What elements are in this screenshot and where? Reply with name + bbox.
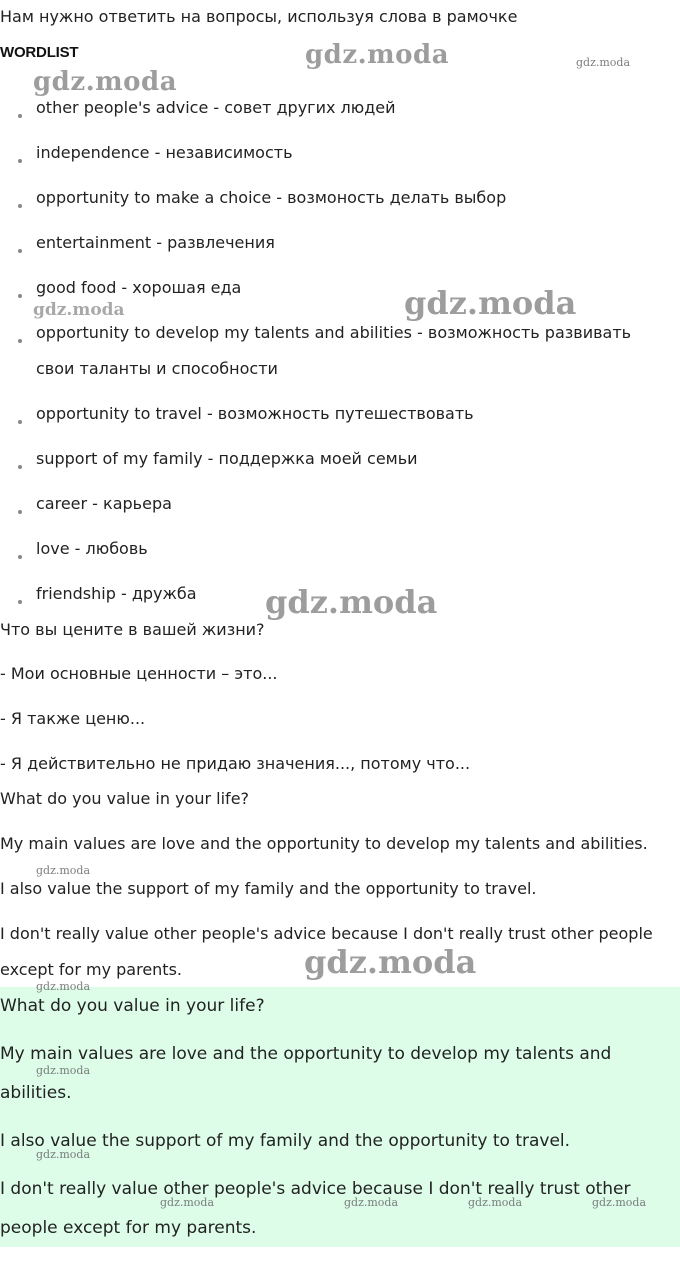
watermark: gdz.moda (304, 943, 477, 981)
bullet (18, 510, 22, 514)
bullet (18, 555, 22, 559)
wordlist-item: good food - хорошая еда (36, 278, 242, 297)
wordlist-item: opportunity to travel - возможность путешествовать (36, 404, 474, 423)
bullet (18, 114, 22, 118)
watermark: gdz.moda (33, 300, 125, 320)
watermark: gdz.moda (36, 1148, 91, 1161)
wordlist-item: opportunity to develop my talents and abilities - возможность развивать свои таланты и способности (36, 323, 632, 378)
answer-en-line: My main values are love and the opportunity to develop my talents and abilities. (0, 834, 648, 853)
wordlist-item: friendship - дружба (36, 584, 197, 603)
answer-box-line: I also value the support of my family and the opportunity to travel. (0, 1131, 571, 1151)
watermark: gdz.moda (36, 864, 91, 877)
wordlist-item: love - любовь (36, 539, 148, 558)
bullet (18, 465, 22, 469)
watermark: gdz.moda (592, 1196, 647, 1209)
watermark: gdz.moda (160, 1196, 215, 1209)
answer-box-line: I don't really value other people's advice because I don't really trust other people except for my parents. (0, 1179, 631, 1238)
watermark: gdz.moda (36, 980, 91, 993)
wordlist-item: independence - независимость (36, 143, 293, 162)
answer-en-title: What do you value in your life? (0, 789, 250, 808)
watermark: gdz.moda (33, 67, 178, 97)
bullet (18, 339, 22, 343)
answer-box-title: What do you value in your life? (0, 996, 265, 1016)
watermark: gdz.moda (468, 1196, 523, 1209)
watermark: gdz.moda (344, 1196, 399, 1209)
wordlist-item: career - карьера (36, 494, 172, 513)
wordlist-item: other people's advice - совет других людей (36, 98, 396, 117)
question-ru: Что вы цените в вашей жизни? (0, 620, 265, 639)
watermark: gdz.moda (576, 56, 631, 69)
watermark: gdz.moda (404, 284, 577, 322)
wordlist-item: support of my family - поддержка моей семьи (36, 449, 418, 468)
watermark: gdz.moda (305, 40, 450, 70)
bullet (18, 249, 22, 253)
answer-en-line: I don't really value other people's advice because I don't really trust other people except for my parents. (0, 924, 653, 979)
answer-ru-line: - Мои основные ценности – это... (0, 664, 278, 683)
bullet (18, 294, 22, 298)
watermark: gdz.moda (36, 1064, 91, 1077)
answer-ru-line: - Я действительно не придаю значения..., потому что... (0, 754, 471, 773)
answer-en-line: I also value the support of my family and the opportunity to travel. (0, 879, 537, 898)
wordlist-item: opportunity to make a choice - возмоность делать выбор (36, 188, 507, 207)
bullet (18, 420, 22, 424)
intro-text: Нам нужно ответить на вопросы, используя слова в рамочке (0, 7, 518, 26)
bullet (18, 159, 22, 163)
wordlist-item: entertainment - развлечения (36, 233, 275, 252)
wordlist-title: WORDLIST (0, 44, 79, 61)
bullet (18, 600, 22, 604)
watermark: gdz.moda (265, 583, 438, 621)
answer-ru-line: - Я также ценю... (0, 709, 146, 728)
bullet (18, 204, 22, 208)
answer-box-line: My main values are love and the opportunity to develop my talents and abilities. (0, 1044, 612, 1103)
